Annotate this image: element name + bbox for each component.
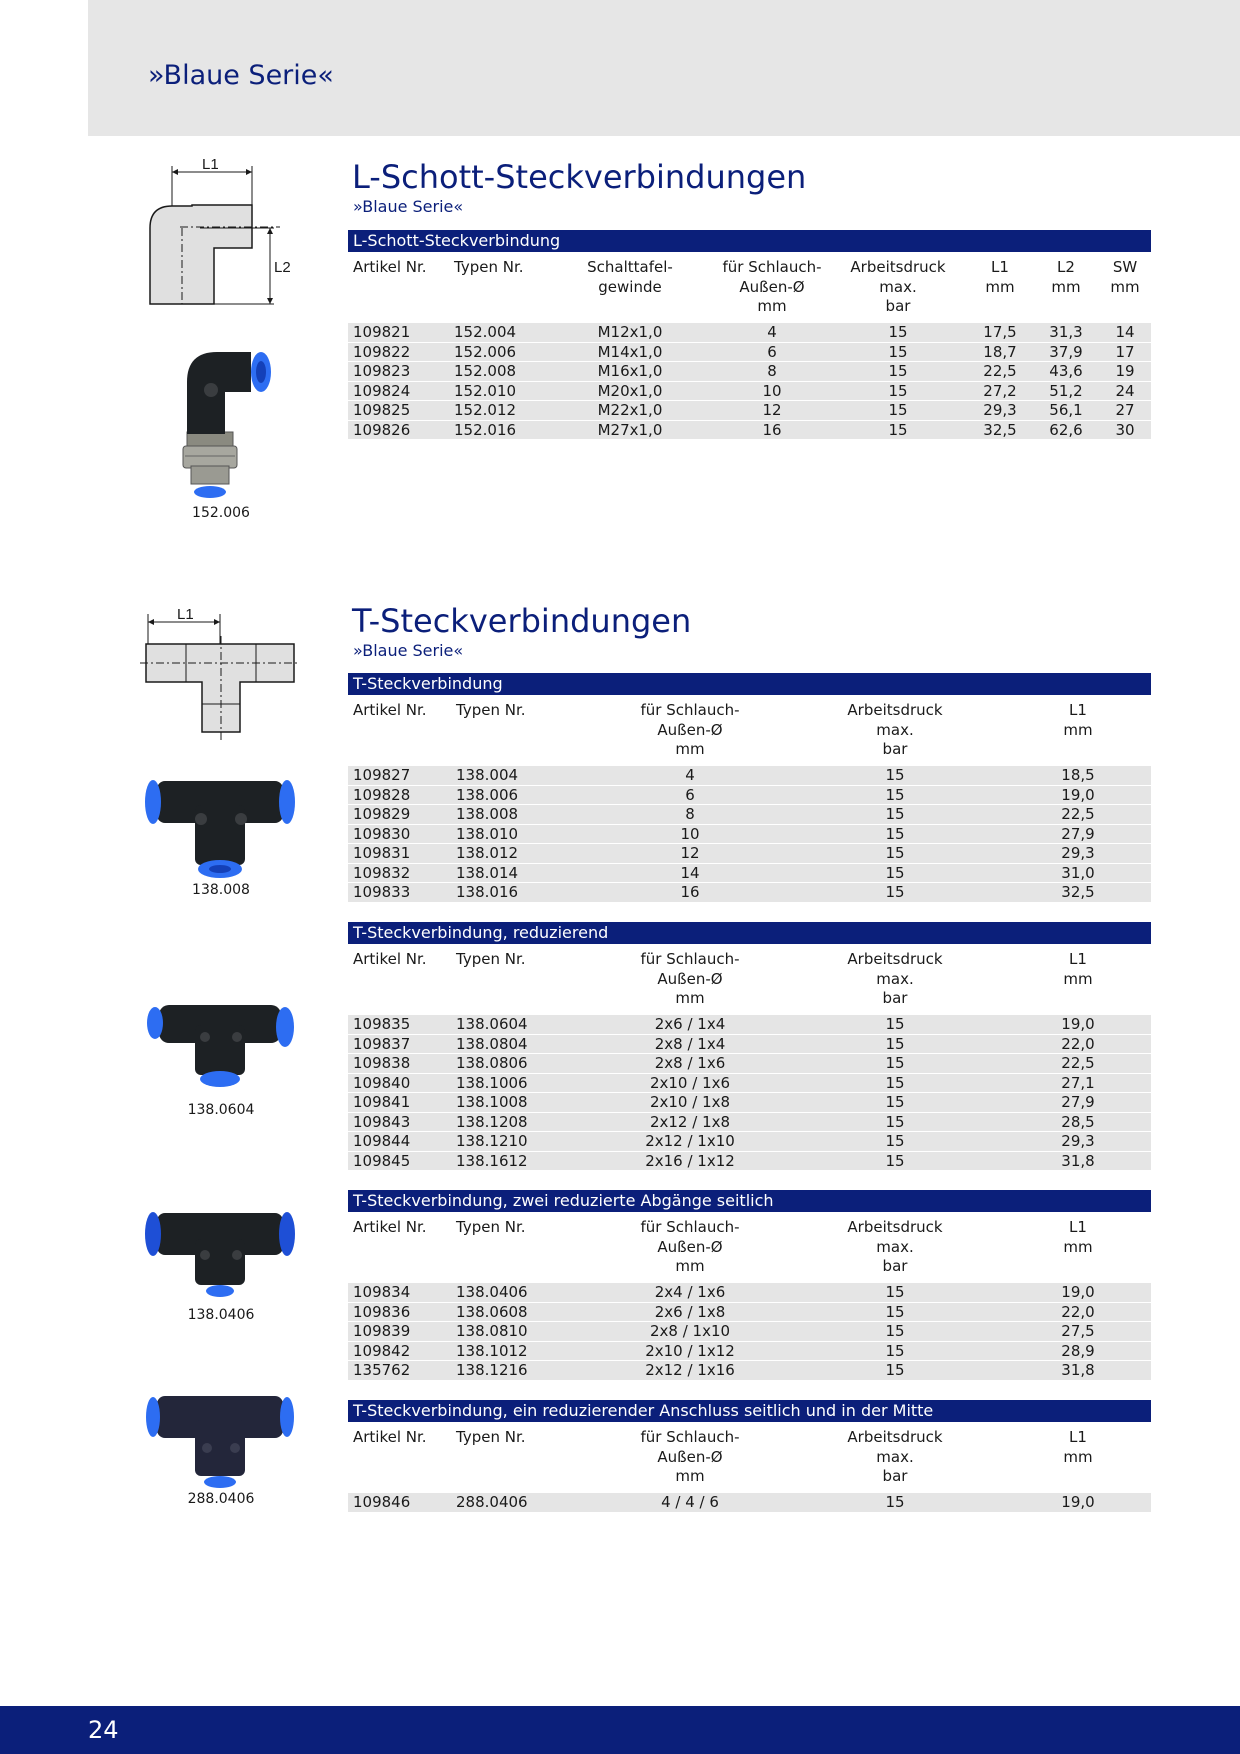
column-header-l1: L1 mm [1063, 950, 1093, 988]
tee-fitting-icon [145, 775, 295, 885]
elbow-bulkhead-fitting-icon [165, 342, 285, 502]
table-column-headers [348, 1428, 1151, 1493]
cell-typen-nr: 152.008 [454, 362, 517, 380]
cell-typen-nr: 138.1208 [456, 1112, 528, 1131]
cell-sw: 19 [1115, 362, 1135, 380]
table-body [348, 1015, 1151, 1171]
cell-schlauch: 6 [685, 785, 695, 804]
cell-artikel-nr: 109824 [353, 381, 411, 400]
column-header-artikel-nr: Artikel Nr. [353, 1428, 427, 1446]
table-row [348, 382, 1151, 402]
cell-arbeitsdruck: 15 [885, 1302, 905, 1321]
column-header-artikel-nr: Artikel Nr. [353, 1218, 427, 1236]
cell-schlauch: 10 [762, 381, 782, 400]
table-heading: T-Steckverbindung, ein reduzierender Anschluss seitlich und in der Mitte [348, 1400, 1151, 1422]
cell-l1: 22,5 [1061, 1054, 1095, 1072]
table-heading: T-Steckverbindung [348, 673, 1151, 695]
cell-typen-nr: 138.1012 [456, 1341, 528, 1360]
cell-arbeitsdruck: 15 [885, 824, 905, 843]
cell-l1: 32,5 [983, 420, 1017, 439]
table-row [348, 883, 1151, 903]
cell-l1: 27,9 [1061, 824, 1095, 843]
cell-typen-nr: 152.010 [454, 381, 517, 400]
cell-artikel-nr: 109840 [353, 1073, 411, 1092]
cell-arbeitsdruck: 15 [885, 1283, 905, 1301]
cell-artikel-nr: 109836 [353, 1302, 411, 1321]
cell-artikel-nr: 109834 [353, 1283, 411, 1301]
table-column-headers [348, 950, 1151, 1015]
cell-schlauch: 4 / 4 / 6 [661, 1493, 719, 1511]
cell-arbeitsdruck: 15 [885, 1341, 905, 1360]
cell-artikel-nr: 109846 [353, 1493, 411, 1511]
cell-l1: 22,5 [1061, 805, 1095, 823]
cell-l2: 31,3 [1049, 323, 1083, 341]
cell-l1: 17,5 [983, 323, 1017, 341]
drawing-label-l1: L1 [202, 158, 219, 173]
table-row [348, 1493, 1151, 1513]
column-header-arbeitsdruck: Arbeitsdruck max. bar [847, 950, 943, 1007]
cell-artikel-nr: 135762 [353, 1361, 411, 1379]
table-row [348, 1074, 1151, 1094]
cell-schlauch: 2x8 / 1x10 [649, 1322, 731, 1340]
cell-arbeitsdruck: 15 [885, 805, 905, 823]
footer-bar [0, 1706, 1240, 1754]
column-header-l1: L1 mm [985, 258, 1015, 296]
cell-l1: 18,5 [1061, 766, 1095, 784]
table-row [348, 864, 1151, 884]
table-row [348, 825, 1151, 845]
tee-two-reduced-fitting-icon [145, 1205, 295, 1305]
cell-arbeitsdruck: 15 [885, 883, 905, 901]
column-header-l2: L2 mm [1051, 258, 1081, 296]
cell-l1: 31,0 [1061, 863, 1095, 882]
table-row [348, 401, 1151, 421]
cell-schlauch: 2x12 / 1x8 [649, 1112, 731, 1131]
cell-schlauch: 16 [680, 883, 700, 901]
cell-typen-nr: 138.1008 [456, 1093, 528, 1111]
product-caption-152-006: 152.006 [192, 505, 250, 521]
cell-artikel-nr: 109844 [353, 1132, 411, 1150]
product-caption-138-0406: 138.0406 [187, 1307, 255, 1323]
cell-artikel-nr: 109831 [353, 844, 411, 862]
column-header-arbeitsdruck: Arbeitsdruck max. bar [850, 258, 946, 315]
table-row [348, 1113, 1151, 1133]
drawing-label-l2: L2 [274, 259, 291, 276]
cell-typen-nr: 138.008 [456, 805, 519, 823]
cell-arbeitsdruck: 15 [885, 785, 905, 804]
table-row [348, 766, 1151, 786]
cell-l1: 32,5 [1061, 883, 1095, 901]
column-header-artikel-nr: Artikel Nr. [353, 258, 427, 276]
product-caption-138-008: 138.008 [192, 882, 250, 898]
cell-l1: 19,0 [1061, 785, 1095, 804]
cell-arbeitsdruck: 15 [888, 323, 908, 341]
table-row [348, 1152, 1151, 1172]
cell-arbeitsdruck: 15 [885, 863, 905, 882]
cell-l2: 56,1 [1049, 401, 1083, 419]
tee-reducing-fitting-icon [145, 995, 295, 1095]
column-header-typen-nr: Typen Nr. [456, 701, 526, 719]
cell-schlauch: 4 [685, 766, 695, 784]
cell-l1: 19,0 [1061, 1015, 1095, 1033]
table-row [348, 362, 1151, 382]
cell-l1: 31,8 [1061, 1361, 1095, 1379]
cell-arbeitsdruck: 15 [885, 1361, 905, 1379]
table-column-headers [348, 701, 1151, 766]
cell-gewinde: M20x1,0 [597, 381, 663, 400]
cell-arbeitsdruck: 15 [885, 1493, 905, 1511]
cell-schlauch: 6 [767, 342, 777, 361]
table-t-steck-reduzierend [348, 922, 1151, 1171]
table-heading: T-Steckverbindung, zwei reduzierte Abgänge seitlich [348, 1190, 1151, 1212]
column-header-l1: L1 mm [1063, 701, 1093, 739]
cell-typen-nr: 138.0406 [456, 1283, 528, 1301]
cell-schlauch: 4 [767, 323, 777, 341]
cell-typen-nr: 138.1006 [456, 1073, 528, 1092]
cell-typen-nr: 138.014 [456, 863, 519, 882]
cell-artikel-nr: 109829 [353, 805, 411, 823]
table-column-headers [348, 258, 1151, 323]
cell-schlauch: 12 [762, 401, 782, 419]
table-row [348, 421, 1151, 441]
cell-artikel-nr: 109825 [353, 401, 411, 419]
cell-arbeitsdruck: 15 [885, 1093, 905, 1111]
table-body [348, 1283, 1151, 1381]
cell-arbeitsdruck: 15 [885, 1034, 905, 1053]
cell-schlauch: 10 [680, 824, 700, 843]
cell-artikel-nr: 109823 [353, 362, 411, 380]
column-header-arbeitsdruck: Arbeitsdruck max. bar [847, 1428, 943, 1485]
cell-arbeitsdruck: 15 [885, 1073, 905, 1092]
tee-center-reduced-fitting-icon [145, 1390, 295, 1495]
cell-l1: 27,2 [983, 381, 1017, 400]
cell-arbeitsdruck: 15 [885, 1151, 905, 1170]
cell-arbeitsdruck: 15 [885, 1322, 905, 1340]
page-header-title: »Blaue Serie« [148, 60, 334, 91]
cell-schlauch: 2x6 / 1x4 [654, 1015, 726, 1033]
cell-arbeitsdruck: 15 [885, 1015, 905, 1033]
cell-gewinde: M12x1,0 [597, 323, 663, 341]
cell-arbeitsdruck: 15 [885, 1054, 905, 1072]
table-l-schott [348, 230, 1151, 440]
cell-schlauch: 2x16 / 1x12 [645, 1151, 735, 1170]
cell-arbeitsdruck: 15 [885, 1112, 905, 1131]
cell-l2: 43,6 [1049, 362, 1083, 380]
cell-schlauch: 2x10 / 1x8 [649, 1093, 731, 1111]
column-header-typen-nr: Typen Nr. [456, 1218, 526, 1236]
table-row [348, 1342, 1151, 1362]
cell-schlauch: 2x12 / 1x16 [645, 1361, 735, 1379]
cell-sw: 14 [1115, 323, 1135, 341]
table-row [348, 1054, 1151, 1074]
cell-schlauch: 2x6 / 1x8 [654, 1302, 726, 1321]
column-header-arbeitsdruck: Arbeitsdruck max. bar [847, 1218, 943, 1275]
table-row [348, 343, 1151, 363]
cell-typen-nr: 138.1216 [456, 1361, 528, 1379]
table-heading: L-Schott-Steckverbindung [348, 230, 1151, 252]
section-subtitle-t-steck: »Blaue Serie« [353, 641, 464, 660]
cell-l1: 27,9 [1061, 1093, 1095, 1111]
table-row [348, 786, 1151, 806]
cell-arbeitsdruck: 15 [888, 401, 908, 419]
column-header-arbeitsdruck: Arbeitsdruck max. bar [847, 701, 943, 758]
cell-gewinde: M22x1,0 [597, 401, 663, 419]
cell-typen-nr: 138.016 [456, 883, 519, 901]
tee-drawing-icon [140, 600, 300, 750]
cell-artikel-nr: 109821 [353, 323, 411, 341]
cell-gewinde: M27x1,0 [597, 420, 663, 439]
cell-schlauch: 2x10 / 1x12 [645, 1341, 735, 1360]
cell-l1: 31,8 [1061, 1151, 1095, 1170]
cell-l1: 19,0 [1061, 1283, 1095, 1301]
cell-sw: 30 [1115, 420, 1135, 439]
column-header-artikel-nr: Artikel Nr. [353, 950, 427, 968]
page-number: 24 [88, 1716, 119, 1744]
cell-artikel-nr: 109827 [353, 766, 411, 784]
cell-artikel-nr: 109842 [353, 1341, 411, 1360]
cell-artikel-nr: 109839 [353, 1322, 411, 1340]
table-row [348, 1283, 1151, 1303]
section-title-l-schott: L-Schott-Steckverbindungen [352, 158, 807, 196]
cell-arbeitsdruck: 15 [888, 362, 908, 380]
column-header-gewinde: Schalttafel- gewinde [587, 258, 673, 296]
cell-sw: 24 [1115, 381, 1135, 400]
table-row [348, 805, 1151, 825]
cell-artikel-nr: 109833 [353, 883, 411, 901]
cell-l1: 28,5 [1061, 1112, 1095, 1131]
cell-typen-nr: 152.004 [454, 323, 517, 341]
cell-l1: 19,0 [1061, 1493, 1095, 1511]
table-row [348, 323, 1151, 343]
cell-schlauch: 2x8 / 1x4 [654, 1034, 726, 1053]
table-row [348, 1132, 1151, 1152]
cell-arbeitsdruck: 15 [888, 342, 908, 361]
cell-typen-nr: 138.1612 [456, 1151, 528, 1170]
cell-typen-nr: 138.0806 [456, 1054, 528, 1072]
cell-artikel-nr: 109841 [353, 1093, 411, 1111]
cell-typen-nr: 138.0608 [456, 1302, 528, 1321]
column-header-schlauch: für Schlauch- Außen-Ø mm [640, 1218, 740, 1275]
cell-typen-nr: 288.0406 [456, 1493, 528, 1511]
cell-gewinde: M16x1,0 [597, 362, 663, 380]
cell-artikel-nr: 109828 [353, 785, 411, 804]
cell-schlauch: 12 [680, 844, 700, 862]
section-title-t-steck: T-Steckverbindungen [352, 602, 692, 640]
cell-typen-nr: 138.0604 [456, 1015, 528, 1033]
cell-arbeitsdruck: 15 [885, 1132, 905, 1150]
cell-l1: 29,3 [983, 401, 1017, 419]
column-header-l1: L1 mm [1063, 1428, 1093, 1466]
product-caption-138-0604: 138.0604 [187, 1102, 255, 1118]
cell-arbeitsdruck: 15 [885, 844, 905, 862]
column-header-l1: L1 mm [1063, 1218, 1093, 1256]
cell-artikel-nr: 109830 [353, 824, 411, 843]
column-header-schlauch: für Schlauch- Außen-Ø mm [640, 701, 740, 758]
cell-l2: 62,6 [1049, 420, 1083, 439]
table-t-steck-zwei-reduziert [348, 1190, 1151, 1381]
table-heading: T-Steckverbindung, reduzierend [348, 922, 1151, 944]
table-body [348, 1493, 1151, 1513]
cell-typen-nr: 138.0804 [456, 1034, 528, 1053]
column-header-typen-nr: Typen Nr. [456, 950, 526, 968]
cell-l1: 27,1 [1061, 1073, 1095, 1092]
cell-schlauch: 8 [685, 805, 695, 823]
table-body [348, 323, 1151, 440]
cell-typen-nr: 138.0810 [456, 1322, 528, 1340]
cell-schlauch: 8 [767, 362, 777, 380]
cell-l2: 51,2 [1049, 381, 1083, 400]
cell-l1: 29,3 [1061, 1132, 1095, 1150]
cell-artikel-nr: 109845 [353, 1151, 411, 1170]
product-caption-288-0406: 288.0406 [187, 1491, 255, 1507]
cell-sw: 17 [1115, 342, 1135, 361]
cell-arbeitsdruck: 15 [885, 766, 905, 784]
cell-l1: 22,0 [1061, 1034, 1095, 1053]
cell-artikel-nr: 109835 [353, 1015, 411, 1033]
column-header-artikel-nr: Artikel Nr. [353, 701, 427, 719]
table-row [348, 1015, 1151, 1035]
cell-artikel-nr: 109826 [353, 420, 411, 439]
cell-sw: 27 [1115, 401, 1135, 419]
table-row [348, 1035, 1151, 1055]
cell-artikel-nr: 109822 [353, 342, 411, 361]
column-header-schlauch: für Schlauch- Außen-Ø mm [722, 258, 822, 315]
cell-schlauch: 16 [762, 420, 782, 439]
column-header-typen-nr: Typen Nr. [454, 258, 524, 276]
cell-typen-nr: 138.006 [456, 785, 519, 804]
cell-typen-nr: 138.1210 [456, 1132, 528, 1150]
cell-arbeitsdruck: 15 [888, 420, 908, 439]
cell-l1: 27,5 [1061, 1322, 1095, 1340]
elbow-drawing-icon [140, 158, 300, 318]
table-t-steck-ein-reduzierend [348, 1400, 1151, 1513]
cell-typen-nr: 138.010 [456, 824, 519, 843]
cell-typen-nr: 138.004 [456, 766, 519, 784]
cell-schlauch: 2x4 / 1x6 [654, 1283, 726, 1301]
cell-l1: 18,7 [983, 342, 1017, 361]
column-header-sw: SW mm [1110, 258, 1140, 296]
column-header-schlauch: für Schlauch- Außen-Ø mm [640, 1428, 740, 1485]
table-column-headers [348, 1218, 1151, 1283]
cell-schlauch: 14 [680, 863, 700, 882]
cell-typen-nr: 152.016 [454, 420, 517, 439]
cell-l1: 22,0 [1061, 1302, 1095, 1321]
cell-typen-nr: 138.012 [456, 844, 519, 862]
cell-schlauch: 2x10 / 1x6 [649, 1073, 731, 1092]
cell-l1: 22,5 [983, 362, 1017, 380]
cell-gewinde: M14x1,0 [597, 342, 663, 361]
cell-artikel-nr: 109838 [353, 1054, 411, 1072]
table-row [348, 1361, 1151, 1381]
table-row [348, 1303, 1151, 1323]
table-row [348, 844, 1151, 864]
table-row [348, 1093, 1151, 1113]
cell-artikel-nr: 109837 [353, 1034, 411, 1053]
table-t-steck [348, 673, 1151, 903]
cell-l1: 28,9 [1061, 1341, 1095, 1360]
table-row [348, 1322, 1151, 1342]
column-header-schlauch: für Schlauch- Außen-Ø mm [640, 950, 740, 1007]
cell-typen-nr: 152.012 [454, 401, 517, 419]
cell-artikel-nr: 109843 [353, 1112, 411, 1131]
cell-schlauch: 2x12 / 1x10 [645, 1132, 735, 1150]
cell-artikel-nr: 109832 [353, 863, 411, 882]
column-header-typen-nr: Typen Nr. [456, 1428, 526, 1446]
section-subtitle-l-schott: »Blaue Serie« [353, 197, 464, 216]
cell-l2: 37,9 [1049, 342, 1083, 361]
cell-arbeitsdruck: 15 [888, 381, 908, 400]
cell-typen-nr: 152.006 [454, 342, 517, 361]
cell-l1: 29,3 [1061, 844, 1095, 862]
table-body [348, 766, 1151, 903]
drawing-label-l1: L1 [177, 606, 194, 623]
cell-schlauch: 2x8 / 1x6 [654, 1054, 726, 1072]
